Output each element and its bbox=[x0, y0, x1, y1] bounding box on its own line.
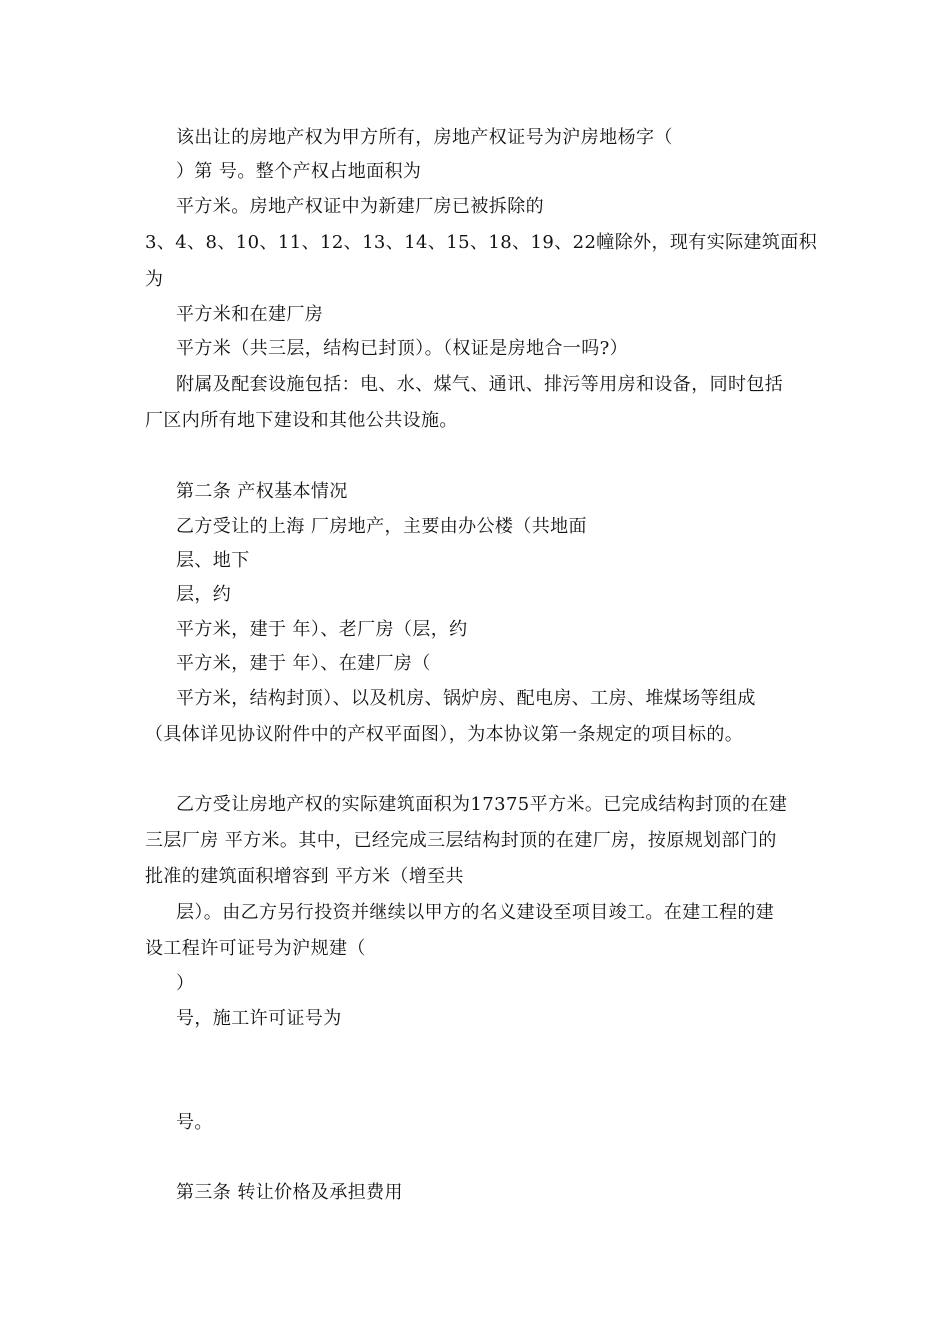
text-line: 层、地下 bbox=[176, 550, 250, 571]
text-line: 平方米（共三层，结构已封顶）。（权证是房地合一吗?） bbox=[176, 338, 629, 359]
text-line: 厂区内所有地下建设和其他公共设施。 bbox=[145, 410, 458, 431]
text-line: 层）。由乙方另行投资并继续以甲方的名义建设至项目竣工。在建工程的建 bbox=[176, 902, 775, 923]
text-line: 设工程许可证号为沪规建（ bbox=[145, 938, 366, 959]
text-line: 为 bbox=[145, 269, 164, 290]
section-heading: 第二条 产权基本情况 bbox=[176, 481, 348, 502]
text-line: 平方米。房地产权证中为新建厂房已被拆除的 bbox=[176, 196, 544, 217]
text-line: 号，施工许可证号为 bbox=[176, 1008, 342, 1029]
text-line: ） bbox=[176, 973, 195, 994]
text-line: 批准的建筑面积增容到 平方米（增至共 bbox=[145, 866, 464, 887]
text-line: 3、4、8、10、11、12、13、14、15、18、19、22幢除外，现有实际建筑面积 bbox=[145, 232, 818, 253]
text-line: 号。 bbox=[176, 1112, 213, 1133]
text-line: 平方米，建于 年）、在建厂房（ bbox=[176, 653, 431, 674]
text-line: ）第 号。整个产权占地面积为 bbox=[176, 161, 422, 182]
text-line: 乙方受让房地产权的实际建筑面积为17375平方米。已完成结构封顶的在建 bbox=[176, 794, 788, 815]
text-line: 平方米，建于 年）、老厂房（层，约 bbox=[176, 619, 468, 640]
text-line: 平方米，结构封顶）、以及机房、锅炉房、配电房、工房、堆煤场等组成 bbox=[176, 688, 756, 709]
text-line: 乙方受让的上海 厂房地产，主要由办公楼（共地面 bbox=[176, 516, 587, 537]
text-line: 层，约 bbox=[176, 584, 232, 605]
text-line: （具体详见协议附件中的产权平面图），为本协议第一条规定的项目标的。 bbox=[145, 724, 744, 745]
text-line: 平方米和在建厂房 bbox=[176, 304, 324, 325]
text-line: 三层厂房 平方米。其中，已经完成三层结构封顶的在建厂房，按原规划部门的 bbox=[145, 830, 777, 851]
text-line: 该出让的房地产权为甲方所有，房地产权证号为沪房地杨字（ bbox=[176, 127, 673, 148]
text-line: 附属及配套设施包括：电、水、煤气、通讯、排污等用房和设备，同时包括 bbox=[176, 374, 784, 395]
section-heading: 第三条 转让价格及承担费用 bbox=[176, 1182, 403, 1203]
